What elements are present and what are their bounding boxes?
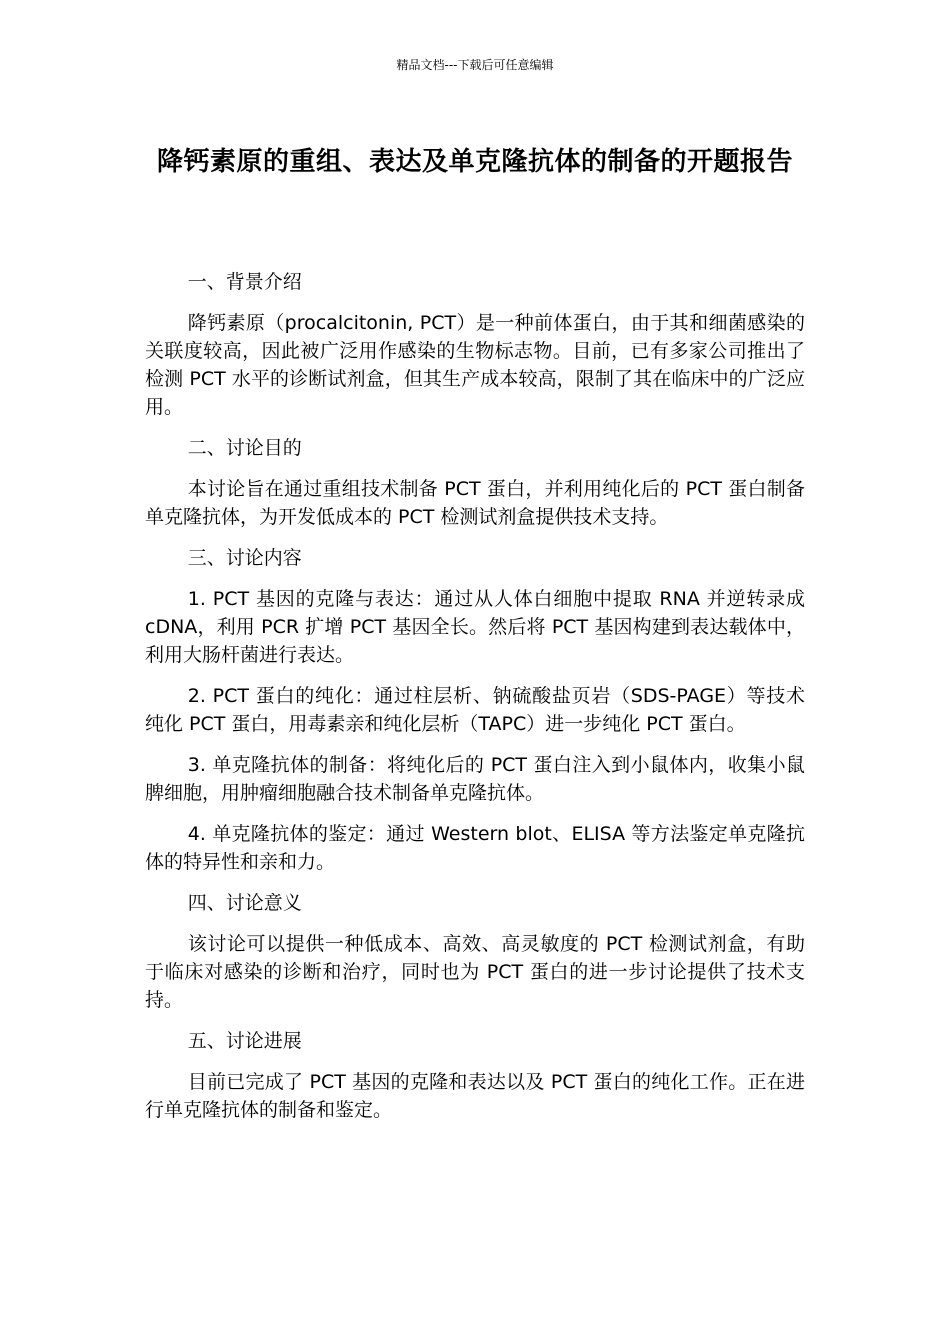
- body-paragraph: 目前已完成了 PCT 基因的克隆和表达以及 PCT 蛋白的纯化工作。正在进行单克隆抗体的制备和鉴定。: [145, 1071, 805, 1121]
- body-paragraph: 4. 单克隆抗体的鉴定：通过 Western blot、ELISA 等方法鉴定单克隆抗体的特异性和亲和力。: [145, 823, 805, 873]
- body-paragraph: 本讨论旨在通过重组技术制备 PCT 蛋白，并利用纯化后的 PCT 蛋白制备单克隆抗体，为开发低成本的 PCT 检测试剂盒提供技术支持。: [145, 478, 805, 528]
- section-heading: 四、讨论意义: [187, 892, 302, 914]
- section-heading: 三、讨论内容: [187, 547, 302, 569]
- section-heading: 一、背景介绍: [187, 271, 302, 293]
- section-heading: 二、讨论目的: [187, 437, 302, 459]
- section-heading: 五、讨论进展: [187, 1030, 302, 1052]
- body-paragraph: 2. PCT 蛋白的纯化：通过柱层析、钠硫酸盐页岩（SDS-PAGE）等技术纯化 PCT 蛋白，用毒素亲和纯化层析（TAPC）进一步纯化 PCT 蛋白。: [145, 685, 805, 735]
- body-paragraph: 该讨论可以提供一种低成本、高效、高灵敏度的 PCT 检测试剂盒，有助于临床对感染的诊断和治疗，同时也为 PCT 蛋白的进一步讨论提供了技术支持。: [145, 933, 805, 1011]
- document-body: [145, 268, 805, 1137]
- header-note: 精品文档---下载后可任意编辑: [396, 58, 554, 72]
- document-title: 降钙素原的重组、表达及单克隆抗体的制备的开题报告: [156, 147, 793, 177]
- body-paragraph: 1. PCT 基因的克隆与表达：通过从人体白细胞中提取 RNA 并逆转录成 cDNA，利用 PCR 扩增 PCT 基因全长。然后将 PCT 基因构建到表达载体中，利用大肠杆菌进行表达。: [145, 588, 805, 666]
- body-paragraph: 降钙素原（procalcitonin, PCT）是一种前体蛋白，由于其和细菌感染的关联度较高，因此被广泛用作感染的生物标志物。目前，已有多家公司推出了检测 PCT 水平的诊断试剂盒，但其生产成本较高，限制了其在临床中的广泛应用。: [145, 312, 805, 418]
- body-paragraph: 3. 单克隆抗体的制备：将纯化后的 PCT 蛋白注入到小鼠体内，收集小鼠脾细胞，用肿瘤细胞融合技术制备单克隆抗体。: [145, 754, 805, 804]
